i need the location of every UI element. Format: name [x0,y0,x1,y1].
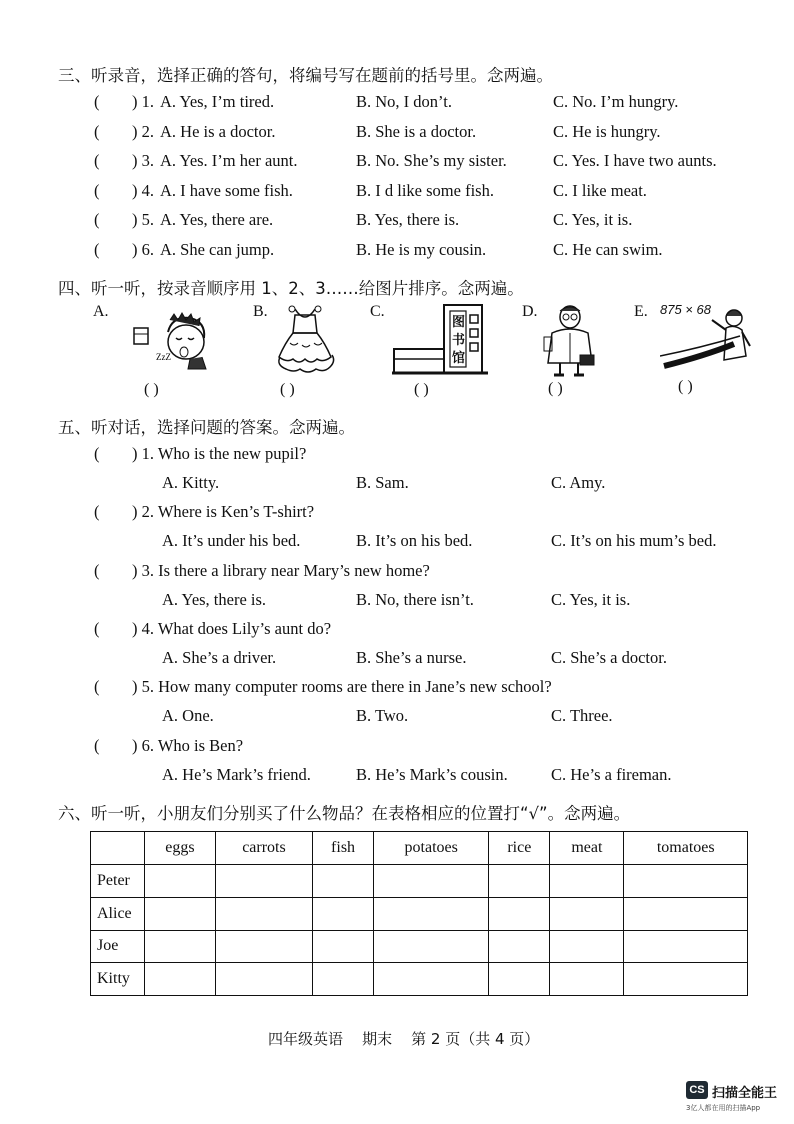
picture-label-a: A. [93,303,109,320]
check-cell[interactable] [374,865,489,898]
table-header-cell: rice [489,832,550,865]
check-cell[interactable] [550,897,624,930]
picture-label-e: E. [634,303,648,320]
s3-answer-paren[interactable]: ( [94,210,100,229]
check-cell[interactable] [215,897,312,930]
table-header-cell [91,832,145,865]
picture-a-answer-blank[interactable]: ( ) [144,381,159,398]
s3-question-number: ) 1. [132,92,154,111]
row-name-cell: Peter [91,865,145,898]
row-name-cell: Joe [91,930,145,963]
s5-answer-paren[interactable]: ( [94,560,100,580]
s3-option-c: C. I like meat. [553,180,647,200]
row-name-cell: Alice [91,897,145,930]
picture-b-answer-blank[interactable]: ( ) [280,381,295,398]
check-cell[interactable] [624,865,748,898]
s5-option-b: B. It’s on his bed. [356,531,473,551]
table-header-cell: carrots [215,832,312,865]
table-row [91,865,748,898]
page-footer: 四年级英语 期末 第 2 页（共 4 页） [268,1030,540,1048]
s3-option-b: B. No. She’s my sister. [356,151,507,170]
s5-option-b: B. No, there isn’t. [356,589,474,609]
s5-option-a: A. It’s under his bed. [162,531,301,551]
s5-option-c: C. She’s a doctor. [551,647,667,667]
check-cell[interactable] [489,963,550,996]
s5-option-c: C. Yes, it is. [551,589,631,609]
s3-question-number: ) 3. [132,151,154,170]
check-cell[interactable] [145,963,216,996]
check-cell[interactable] [145,865,216,898]
s3-option-b: B. Yes, there is. [356,210,460,229]
s5-question-text: ) 6. Who is Ben? [132,735,244,755]
table-row [91,930,748,963]
s3-option-a: A. He is a doctor. [160,121,276,141]
sleepy-boy-with-cup-icon [128,310,218,372]
s3-option-c: C. Yes, it is. [553,210,633,229]
s5-option-a: A. Yes, there is. [162,589,267,609]
s3-option-a: A. Yes. I’m her aunt. [160,151,298,170]
check-cell[interactable] [215,930,312,963]
table-header-cell: fish [313,832,374,865]
s5-option-b: B. Two. [356,706,409,726]
teacher-at-blackboard-icon [660,300,760,376]
library-sign-char-3: 馆 [452,351,466,366]
dress-icon [270,305,340,377]
s3-answer-paren[interactable]: ( [94,151,100,170]
picture-e-answer-blank[interactable]: ( ) [678,378,693,395]
camscanner-logo: CS [686,1081,708,1099]
s3-option-c: C. No. I’m hungry. [553,92,679,111]
s3-option-b: B. No, I don’t. [356,92,452,111]
check-cell[interactable] [374,897,489,930]
s3-answer-paren[interactable]: ( [94,180,100,200]
table-row [91,897,748,930]
s5-option-a: A. She’s a driver. [162,647,277,667]
check-cell[interactable] [489,897,550,930]
check-cell[interactable] [624,930,748,963]
library-building-icon [392,303,492,375]
library-sign-char-1: 图 [452,315,466,330]
check-cell[interactable] [145,897,216,930]
table-header-row [91,832,748,865]
s5-option-c: C. It’s on his mum’s bed. [551,531,717,551]
check-cell[interactable] [489,930,550,963]
table-row [91,963,748,996]
blackboard-text: 875 × 68 [660,302,711,317]
library-sign-char-2: 书 [452,333,466,348]
check-cell[interactable] [374,930,489,963]
check-cell[interactable] [145,930,216,963]
purchase-table [90,831,748,996]
check-cell[interactable] [215,963,312,996]
s5-question-text: ) 4. What does Lily’s aunt do? [132,618,332,638]
s3-option-c: C. He can swim. [553,239,663,259]
row-name-cell: Kitty [91,963,145,996]
svg-text:ZzZ: ZzZ [156,352,171,362]
picture-c-answer-blank[interactable]: ( ) [414,381,429,398]
s3-question-number: ) 5. [132,210,154,229]
s5-option-b: B. She’s a nurse. [356,647,467,667]
s5-answer-paren[interactable]: ( [94,735,100,755]
s3-option-a: A. She can jump. [160,239,275,259]
s3-option-a: A. Yes, there are. [160,210,274,229]
check-cell[interactable] [550,930,624,963]
s3-option-c: C. Yes. I have two aunts. [553,151,717,170]
s5-answer-paren[interactable]: ( [94,502,100,522]
s3-question-number: ) 2. [132,121,154,141]
picture-label-d: D. [522,303,538,320]
picture-label-b: B. [253,303,268,320]
s5-question-text: ) 2. Where is Ken’s T-shirt? [132,502,315,522]
camscanner-tagline: 3亿人都在用的扫描App [686,1104,761,1112]
s5-question-text: ) 3. Is there a library near Mary’s new home? [132,560,430,580]
s3-answer-paren[interactable]: ( [94,121,100,141]
s5-option-a: A. One. [162,706,214,726]
check-cell[interactable] [624,897,748,930]
check-cell[interactable] [215,865,312,898]
s3-option-b: B. She is a doctor. [356,121,477,141]
table-body [91,865,748,996]
check-cell[interactable] [313,897,374,930]
check-cell[interactable] [550,963,624,996]
table-header-cell: meat [550,832,624,865]
check-cell[interactable] [624,963,748,996]
s3-question-number: ) 4. [132,180,154,200]
s5-option-c: C. He’s a fireman. [551,764,672,784]
s3-option-c: C. He is hungry. [553,121,661,141]
s3-option-b: B. He is my cousin. [356,239,487,259]
table-header-cell: potatoes [374,832,489,865]
s5-answer-paren[interactable]: ( [94,618,100,638]
s5-option-c: C. Amy. [551,473,606,492]
s5-question-text: ) 5. How many computer rooms are there in Jane’s new school? [132,677,552,697]
s5-option-a: A. He’s Mark’s friend. [162,764,311,784]
camscanner-name: 扫描全能王 [712,1086,778,1101]
section-5-title: 五、听对话，选择问题的答案。念两遍。 [58,418,355,437]
s5-option-b: B. Sam. [356,473,409,492]
table-header-cell: tomatoes [624,832,748,865]
s3-option-a: A. Yes, I’m tired. [160,92,275,111]
s3-answer-paren[interactable]: ( [94,92,100,111]
s5-answer-paren[interactable]: ( [94,444,100,463]
check-cell[interactable] [313,865,374,898]
check-cell[interactable] [550,865,624,898]
table-header-cell: eggs [145,832,216,865]
s5-option-a: A. Kitty. [162,473,220,492]
s5-answer-paren[interactable]: ( [94,677,100,697]
section-3-title: 三、听录音，选择正确的答句，将编号写在题前的括号里。念两遍。 [58,66,553,85]
check-cell[interactable] [489,865,550,898]
s5-question-text: ) 1. Who is the new pupil? [132,444,307,463]
section-4-title: 四、听一听，按录音顺序用 1、2、3……给图片排序。念两遍。 [58,279,524,298]
picture-d-answer-blank[interactable]: ( ) [548,380,563,397]
s3-answer-paren[interactable]: ( [94,239,100,259]
check-cell[interactable] [313,930,374,963]
check-cell[interactable] [374,963,489,996]
doctor-icon [540,303,602,377]
check-cell[interactable] [313,963,374,996]
s3-question-number: ) 6. [132,239,154,259]
s5-option-c: C. Three. [551,706,613,726]
s5-option-b: B. He’s Mark’s cousin. [356,764,508,784]
picture-label-c: C. [370,303,385,320]
section-6-title: 六、听一听，小朋友们分别买了什么物品？在表格相应的位置打“√”。念两遍。 [58,804,631,823]
s3-option-a: A. I have some fish. [160,180,293,200]
s3-option-b: B. I d like some fish. [356,180,494,200]
